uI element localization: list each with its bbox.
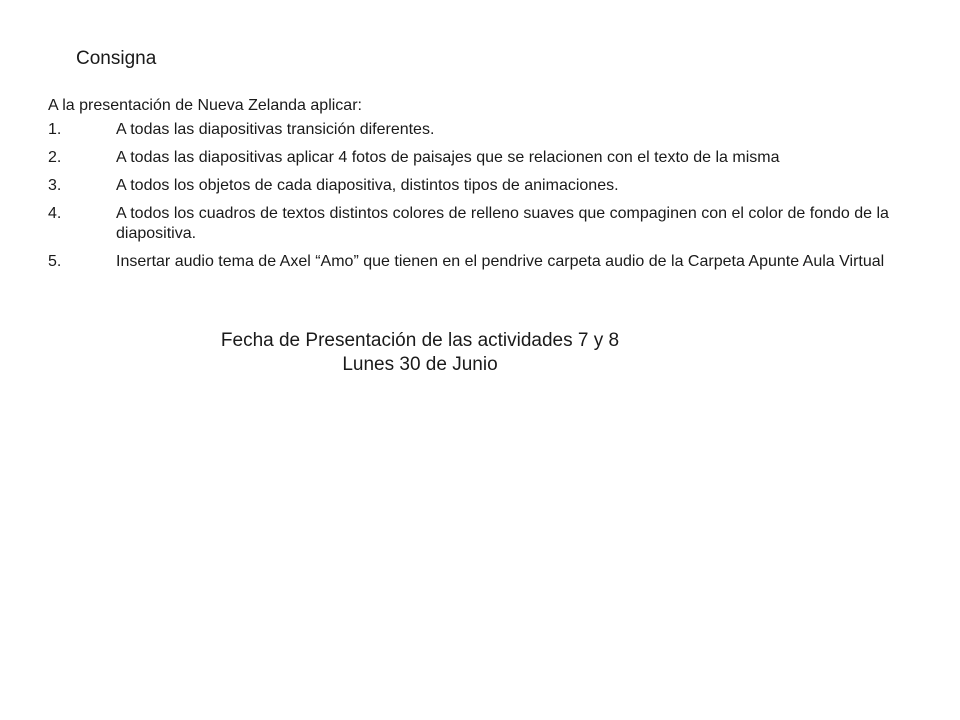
- instruction-list: [48, 120, 908, 280]
- list-item-number: 2.: [48, 149, 62, 166]
- list-item: [48, 120, 908, 140]
- list-item: [48, 148, 908, 168]
- due-date-value: Lunes 30 de Junio: [342, 354, 498, 375]
- list-item-number: 1.: [48, 121, 62, 138]
- list-item-text: A todas las diapositivas aplicar 4 fotos de paisajes que se relacionen con el texto de la misma: [116, 149, 780, 166]
- list-item: [48, 252, 908, 272]
- due-date-heading: Fecha de Presentación de las actividades 7 y 8: [220, 330, 620, 351]
- list-item-text: A todos los cuadros de textos distintos colores de relleno suaves que compaginen con el color de fondo de la diapositiva.: [116, 205, 889, 242]
- due-date-block: [140, 329, 700, 377]
- list-item-number: 3.: [48, 177, 62, 194]
- list-item-text: A todas las diapositivas transición diferentes.: [116, 121, 435, 138]
- slide-title: Consigna: [76, 48, 157, 69]
- list-item-number: 4.: [48, 205, 62, 222]
- list-item: [48, 176, 908, 196]
- list-item: [48, 204, 908, 244]
- intro-text: A la presentación de Nueva Zelanda aplicar:: [48, 97, 362, 114]
- list-item-number: 5.: [48, 253, 62, 270]
- list-item-text: A todos los objetos de cada diapositiva, distintos tipos de animaciones.: [116, 177, 619, 194]
- list-item-text: Insertar audio tema de Axel “Amo” que tienen en el pendrive carpeta audio de la Carpeta Apunte Aula Virtual: [116, 253, 885, 270]
